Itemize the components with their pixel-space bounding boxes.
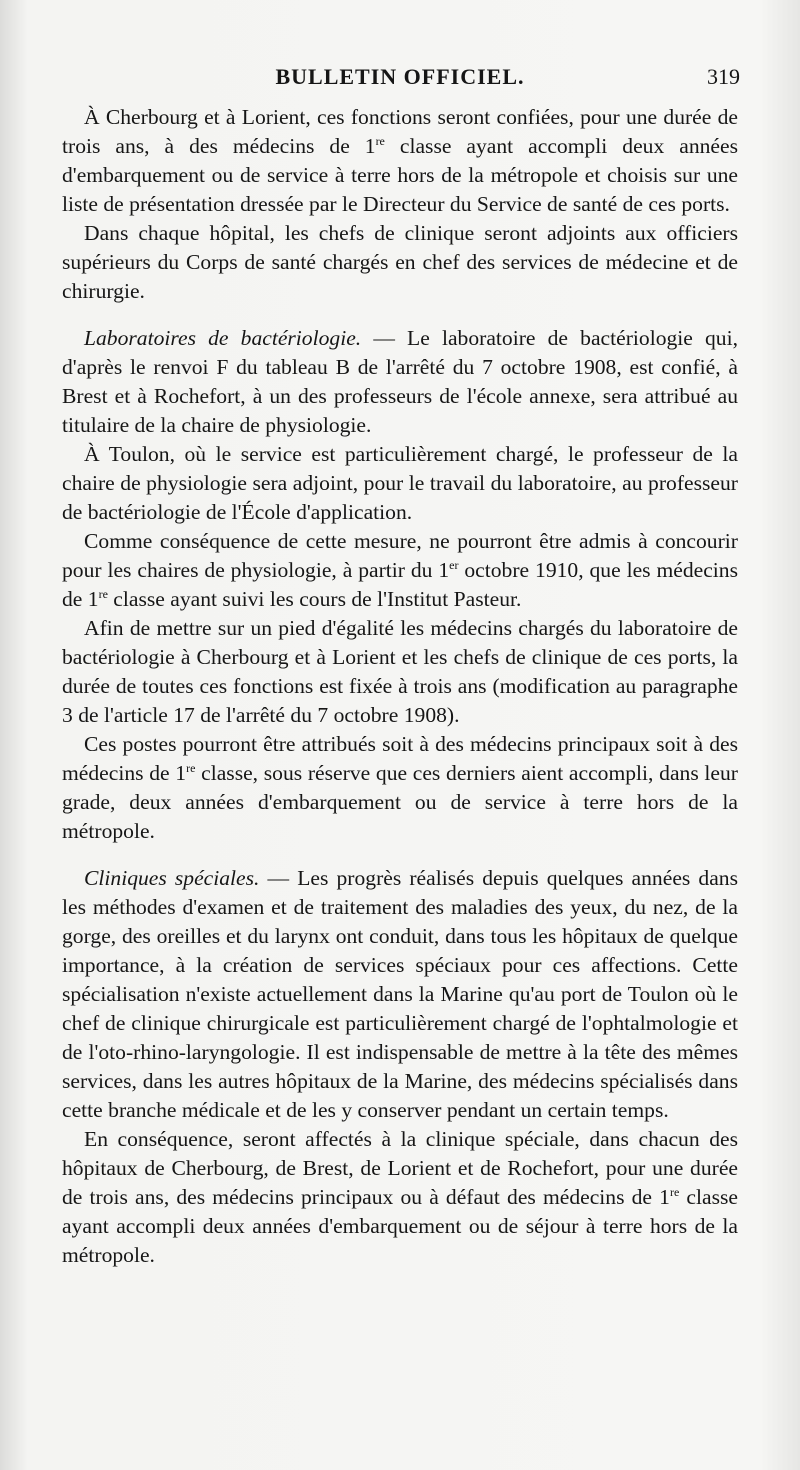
paragraph-laboratoires (62, 324, 738, 440)
paragraph-9: En conséquence, seront affectés à la clinique spéciale, dans chacun des hôpitaux de Cherbourg, de Brest, de Lorient et de Rochefort, pour une durée de trois ans, des médecins principaux ou à défaut des médecins de 1re classe ayant accompli deux années d'embarquement ou de séjour à terre hors de la métropole. (62, 1127, 738, 1267)
paragraph-5: Comme conséquence de cette mesure, ne pourront être admis à concourir pour les chaires de physiologie, à partir du 1er octobre 1910, que les médecins de 1re classe ayant suivi les cours de l'Institut Pasteur. (62, 529, 738, 611)
section-heading-cliniques: Cliniques spéciales. (84, 866, 260, 890)
paragraph-4: À Toulon, où le service est particulièrement chargé, le professeur de la chaire de physiologie sera adjoint, pour le travail du laboratoire, au professeur de bactériologie de l'École d'application. (62, 442, 738, 524)
paragraph-3-text: — Le laboratoire de bactériologie qui, d'après le renvoi F du tableau B de l'arrêté du 7 octobre 1908, est confié, à Brest et à Rochefort, à un des professeurs de l'école annexe, sera attribué au titulaire de la chaire de physiologie. (62, 326, 738, 437)
page-number: 319 (707, 64, 740, 89)
body-text (62, 103, 738, 1270)
running-title: BULLETIN OFFICIEL. (275, 64, 525, 89)
paragraph-6: Afin de mettre sur un pied d'égalité les médecins chargés du laboratoire de bactériologie à Cherbourg et à Lorient et les chefs de clinique de ces ports, la durée de toutes ces fonctions est fixée à trois ans (modification au paragraphe 3 de l'article 17 de l'arrêté du 7 octobre 1908). (62, 616, 738, 727)
paragraph-cliniques (62, 864, 738, 1125)
paragraph-7: Ces postes pourront être attribués soit à des médecins principaux soit à des médecins de 1re classe, sous réserve que ces derniers aient accompli, dans leur grade, deux années d'embarquement ou de service à terre hors de la métropole. (62, 732, 738, 843)
paragraph-1: À Cherbourg et à Lorient, ces fonctions seront confiées, pour une durée de trois ans, à des médecins de 1re classe ayant accompli deux années d'embarquement ou de service à terre hors de la métropole et choisis sur une liste de présentation dressée par le Directeur du Service de santé de ces ports. (62, 105, 738, 216)
paragraph-2: Dans chaque hôpital, les chefs de clinique seront adjoints aux officiers supérieurs du Corps de santé chargés en chef des services de médecine et de chirurgie. (62, 221, 738, 303)
page-header (60, 64, 740, 94)
paragraph-8-text: — Les progrès réalisés depuis quelques années dans les méthodes d'examen et de traitement des maladies des yeux, du nez, de la gorge, des oreilles et du larynx ont conduit, dans tous les hôpitaux de quelque importance, à la création de services spéciaux pour ces affections. Cette spécialisation n'existe actuellement dans la Marine qu'au port de Toulon où le chef de clinique chirurgicale est particulièrement chargé de l'ophtalmologie et de l'oto-rhino-laryngologie. Il est indispensable de mettre à la tête des mêmes services, dans les autres hôpitaux de la Marine, des médecins spécialisés dans cette branche médicale et de les y conserver pendant un certain temps. (62, 866, 738, 1122)
section-heading-laboratoires: Laboratoires de bactériologie. (84, 326, 362, 350)
